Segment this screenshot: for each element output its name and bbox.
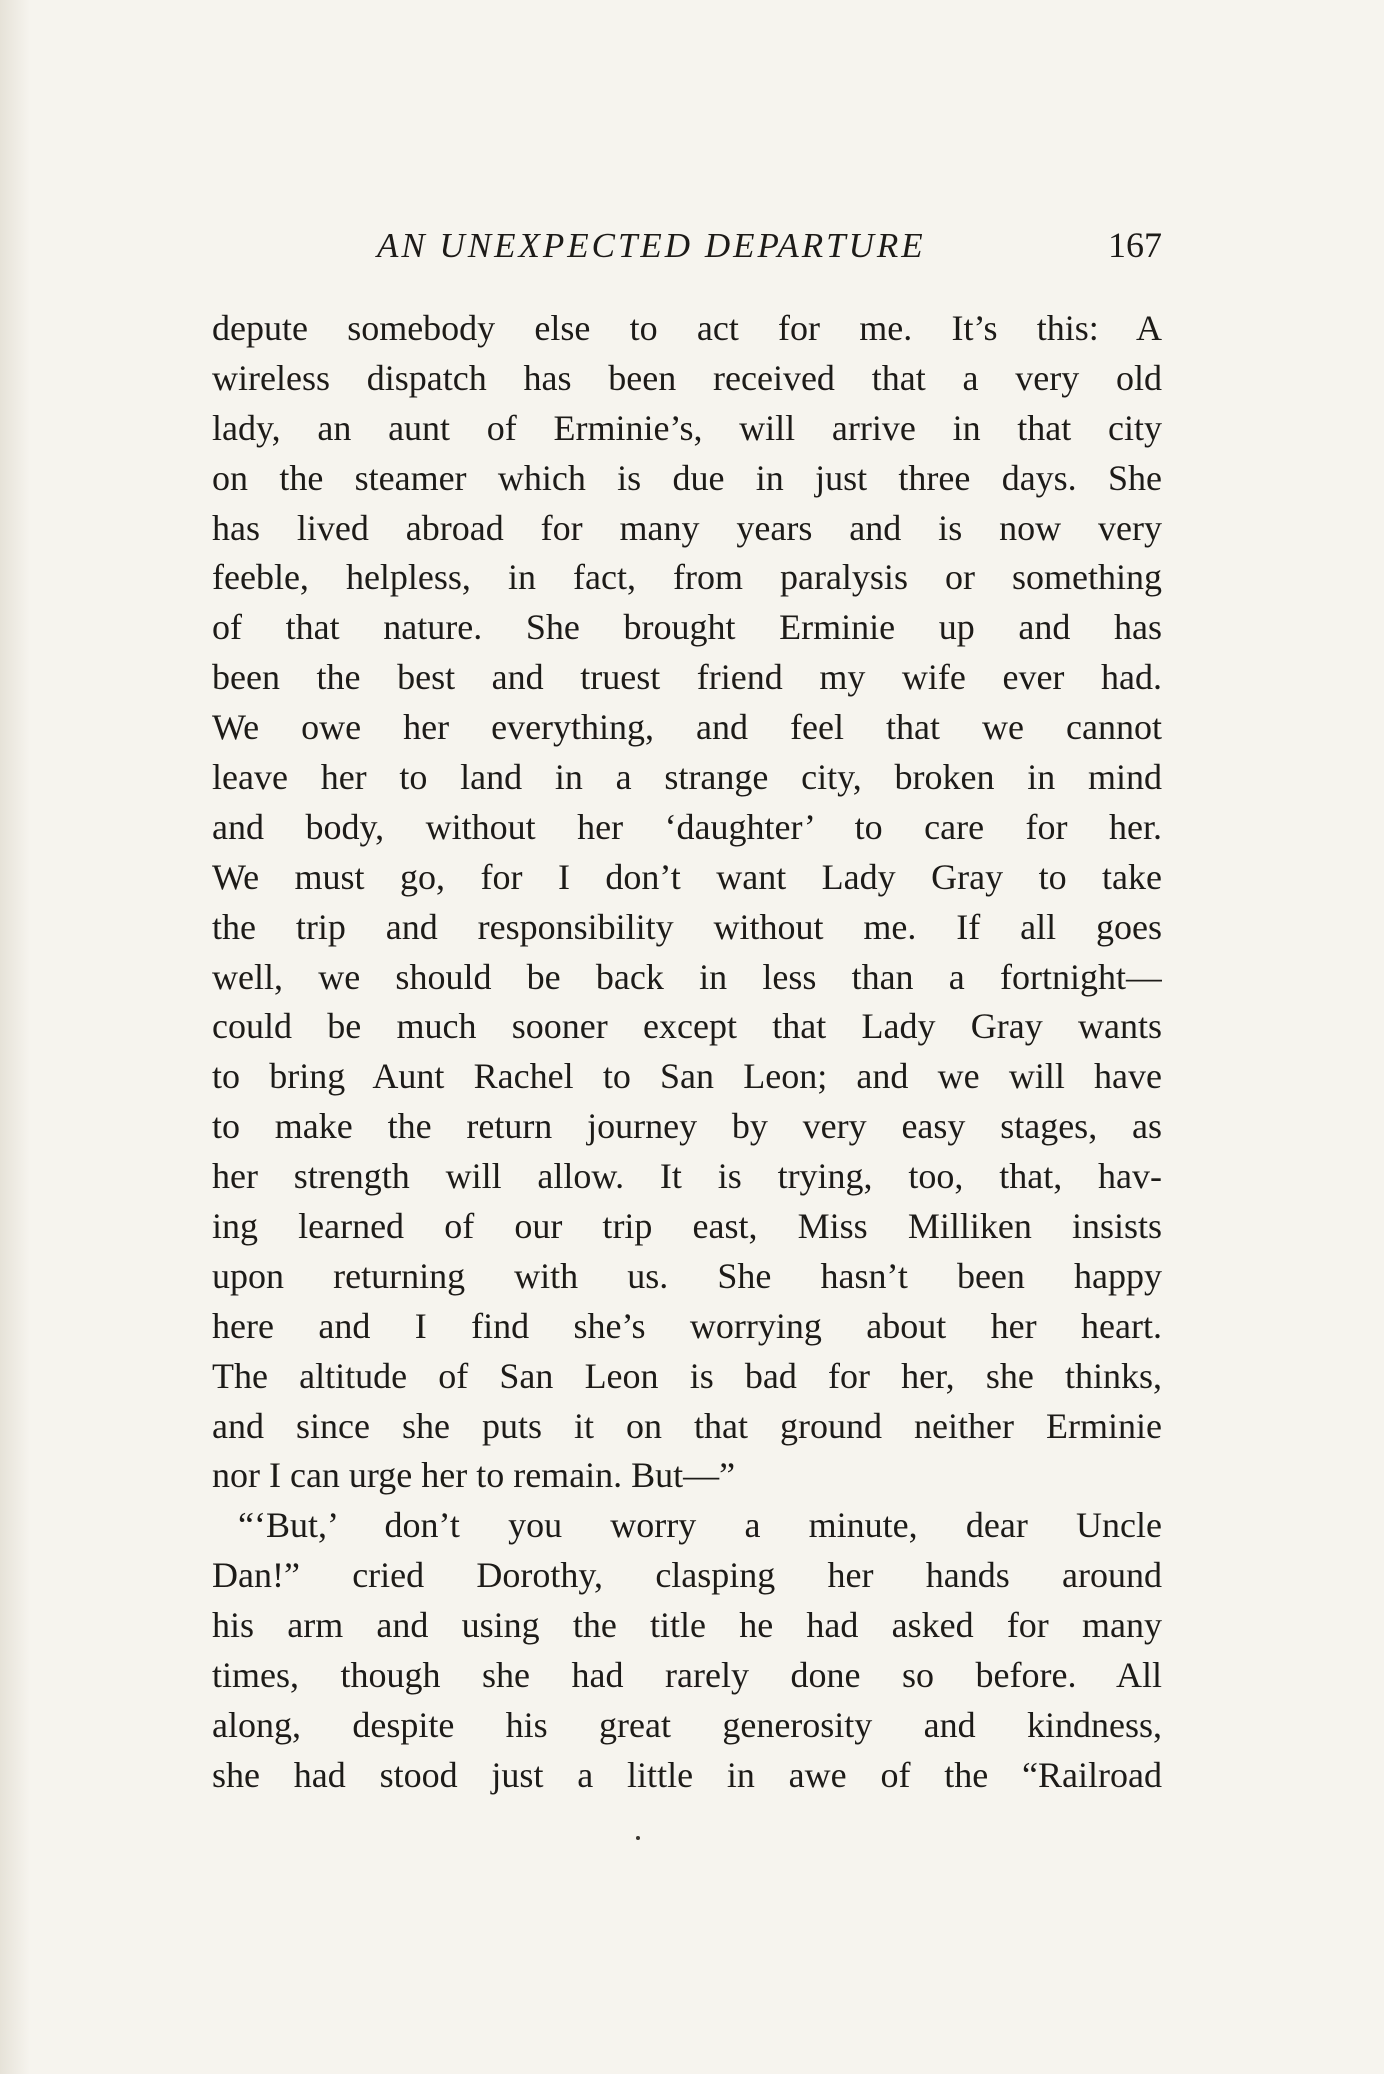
text-line: the trip and responsibility without me. If all goes	[212, 906, 1162, 947]
text-line: upon returning with us. She hasn’t been happy	[212, 1255, 1162, 1296]
text-line: nor I can urge her to remain. But—”	[212, 1455, 736, 1496]
page-number: 167	[1108, 225, 1162, 265]
text-line: We must go, for I don’t want Lady Gray to take	[212, 856, 1162, 897]
text-line: her strength will allow. It is trying, too, that, hav-	[212, 1156, 1162, 1197]
text-line: leave her to land in a strange city, broken in mind	[212, 757, 1162, 798]
text-line: along, despite his great generosity and kindness,	[212, 1704, 1162, 1745]
text-line: ing learned of our trip east, Miss Milliken insists	[212, 1206, 1162, 1247]
text-line: feeble, helpless, in fact, from paralysis or something	[212, 557, 1162, 598]
page-header	[212, 222, 1162, 280]
text-line: Dan!” cried Dorothy, clasping her hands around	[212, 1555, 1162, 1596]
body-text	[212, 304, 1162, 1801]
text-line: lady, an aunt of Erminie’s, will arrive in that city	[212, 407, 1162, 448]
scan-edge	[0, 0, 30, 2074]
text-line: could be much sooner except that Lady Gray wants	[212, 1006, 1162, 1047]
text-line: has lived abroad for many years and is now very	[212, 507, 1162, 548]
text-line: here and I find she’s worrying about her heart.	[212, 1305, 1162, 1346]
paragraph-start-line: “‘But,’ don’t you worry a minute, dear Uncle	[238, 1505, 1162, 1546]
text-line: well, we should be back in less than a fortnight—	[212, 956, 1162, 997]
text-line: depute somebody else to act for me. It’s this: A	[212, 308, 1162, 348]
text-line: on the steamer which is due in just three days. She	[212, 457, 1162, 498]
text-line: and body, without her ‘daughter’ to care for her.	[212, 806, 1162, 847]
text-line: We owe her everything, and feel that we cannot	[212, 707, 1162, 748]
text-line: and since she puts it on that ground neither Erminie	[212, 1405, 1162, 1446]
text-line: she had stood just a little in awe of the “Railroad	[212, 1754, 1162, 1795]
running-head: AN UNEXPECTED DEPARTURE	[377, 226, 926, 265]
text-line: been the best and truest friend my wife ever had.	[212, 657, 1162, 698]
text-line: his arm and using the title he had asked for many	[212, 1605, 1162, 1646]
text-line: to make the return journey by very easy stages, as	[212, 1106, 1162, 1147]
text-line: of that nature. She brought Erminie up and has	[212, 607, 1162, 648]
ink-speck	[636, 1836, 640, 1840]
text-line: wireless dispatch has been received that a very old	[212, 357, 1162, 398]
text-line: times, though she had rarely done so before. All	[212, 1655, 1162, 1696]
text-line: The altitude of San Leon is bad for her, she thinks,	[212, 1355, 1162, 1396]
text-line: to bring Aunt Rachel to San Leon; and we will have	[212, 1056, 1162, 1097]
